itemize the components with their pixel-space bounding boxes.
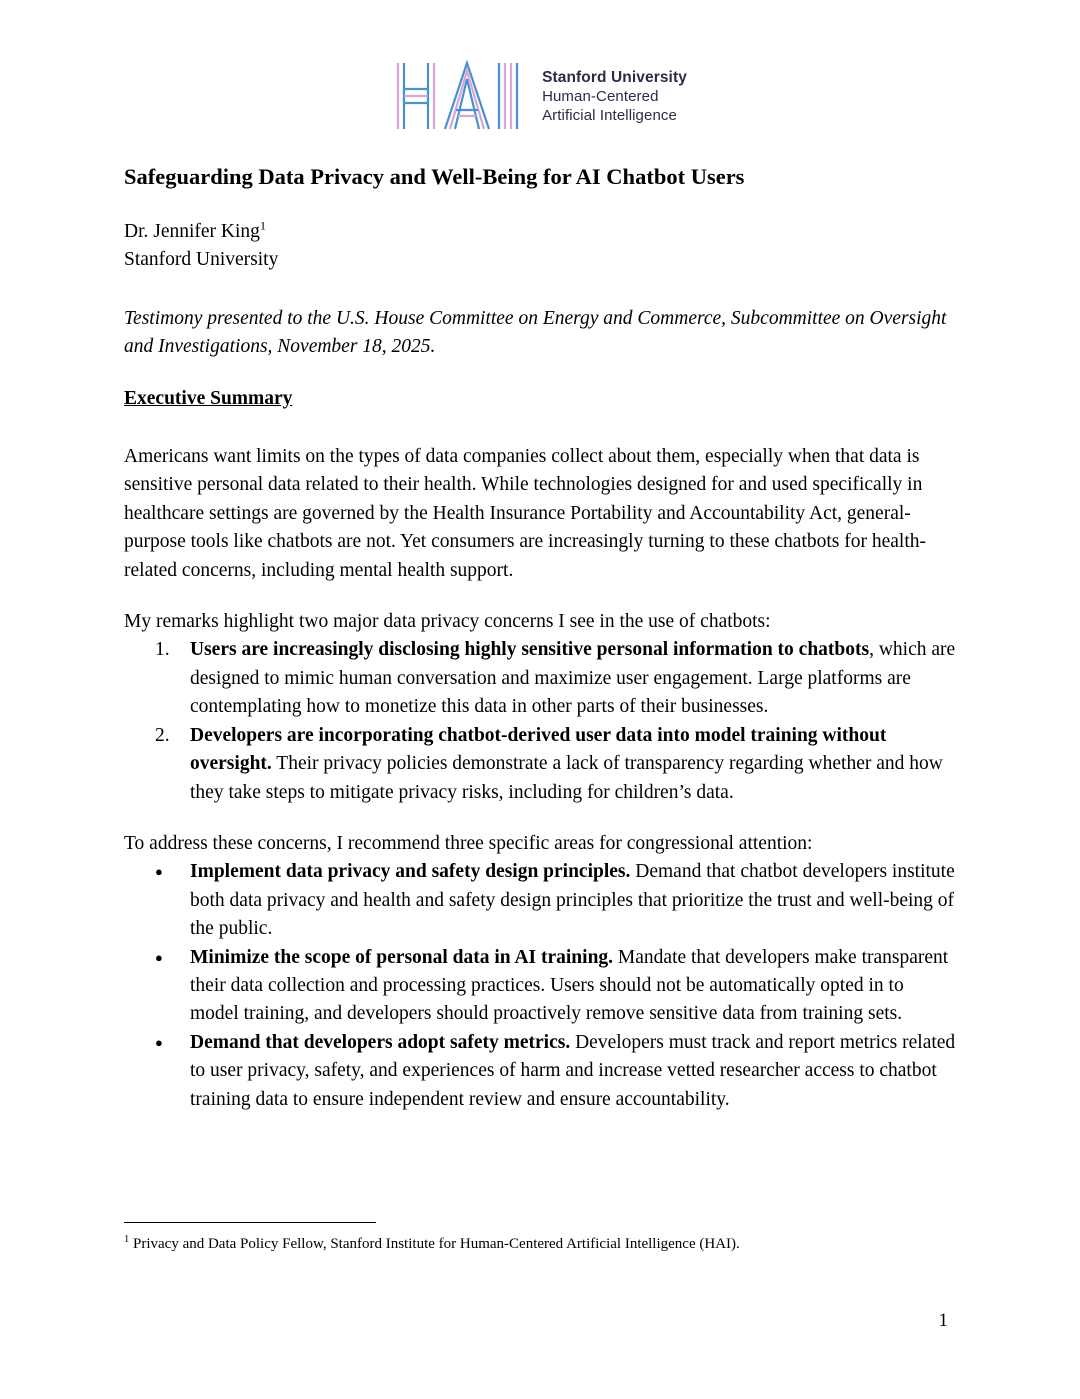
numbered-item-1-text: Users are increasingly disclosing highly sensitive personal information to chatbots, which are designed to mimic human conversation and maximize user engagement. Large platforms are contemplating how to monetize this data in other parts of their businesses. (190, 639, 956, 718)
bullet-item-1 (124, 858, 956, 943)
numbered-item-2-text: Developers are incorporating chatbot-derived user data into model training without oversight. Their privacy policies demonstrate a lack of transparency regarding whether and how they take steps to mitigate privacy risks, including for children’s data. (190, 724, 943, 803)
numbered-item-2 (124, 722, 956, 807)
author-line: Dr. Jennifer King$^1$ (124, 218, 266, 242)
bullet-item-3-marker: ● (155, 1034, 163, 1050)
footnote-divider (124, 1222, 376, 1223)
logo-wordmark (542, 68, 687, 125)
numbered-item-2-marker: 2. (155, 724, 170, 746)
testimony-note: Testimony presented to the U.S. House Committee on Energy and Commerce, Subcommittee on Oversight and Investigations, November 18, 2025. (124, 307, 947, 358)
numbered-list (124, 636, 956, 806)
bullet-list (124, 858, 956, 1114)
footnote-text: $^1$ Privacy and Data Policy Fellow, Stanford Institute for Human-Centered Artificial Intelligence (HAI). (124, 1234, 740, 1252)
logo-org-sub2: Artificial Intelligence (542, 106, 677, 124)
footnote-mark: 1 (124, 1234, 130, 1245)
paragraph-my-remarks-intro: My remarks highlight two major data privacy concerns I see in the use of chatbots: (124, 611, 771, 633)
bullet-item-2-text: Minimize the scope of personal data in AI training. Mandate that developers make transparent their data collection and processing practices. Users should not be automatically opted in to model training, and developers should proactively remove sensitive data from training sets. (190, 946, 949, 1025)
hai-logomark-icon (393, 60, 528, 132)
bullet-item-1-text: Implement data privacy and safety design principles. Demand that chatbot developers institute both data privacy and health and safety design principles that prioritize the trust and well-being of the public. (190, 861, 955, 940)
numbered-item-1 (124, 636, 956, 721)
author-footnote-mark: 1 (259, 218, 266, 233)
bullet-item-3 (124, 1029, 956, 1114)
executive-summary-heading: Executive Summary (124, 387, 293, 409)
bullet-item-3-text: Demand that developers adopt safety metrics. Developers must track and report metrics related to user privacy, safety, and experiences of harm and increase vetted researcher access to chatbot training data to ensure independent review and ensure accountability. (190, 1031, 956, 1110)
logo-org-sub1: Human-Centered (542, 87, 659, 105)
numbered-item-1-marker: 1. (155, 639, 170, 661)
affiliation-line: Stanford University (124, 249, 279, 271)
logo-org-name: Stanford University (542, 68, 687, 86)
paragraph-americans-want-limits: Americans want limits on the types of data companies collect about them, especially when that data is sensitive personal data related to their health. While technologies designed for and used specifically in healthcare settings are governed by the Health Insurance Portability and Accountability Act, general-purpose tools like chatbots are not. Yet consumers are increasingly turning to these chatbots for health-related concerns, including mental health support. (124, 446, 927, 581)
bullet-item-1-marker: ● (155, 864, 163, 880)
stanford-hai-logo (124, 60, 956, 132)
bullet-item-2 (124, 944, 956, 1029)
page-number: 1 (938, 1310, 948, 1331)
document-title: Safeguarding Data Privacy and Well-Being for AI Chatbot Users (124, 164, 745, 189)
author-block (124, 218, 956, 275)
paragraph-to-address-intro: To address these concerns, I recommend three specific areas for congressional attention: (124, 832, 813, 854)
footnote-block (124, 1222, 956, 1254)
bullet-item-2-marker: ● (155, 949, 163, 965)
